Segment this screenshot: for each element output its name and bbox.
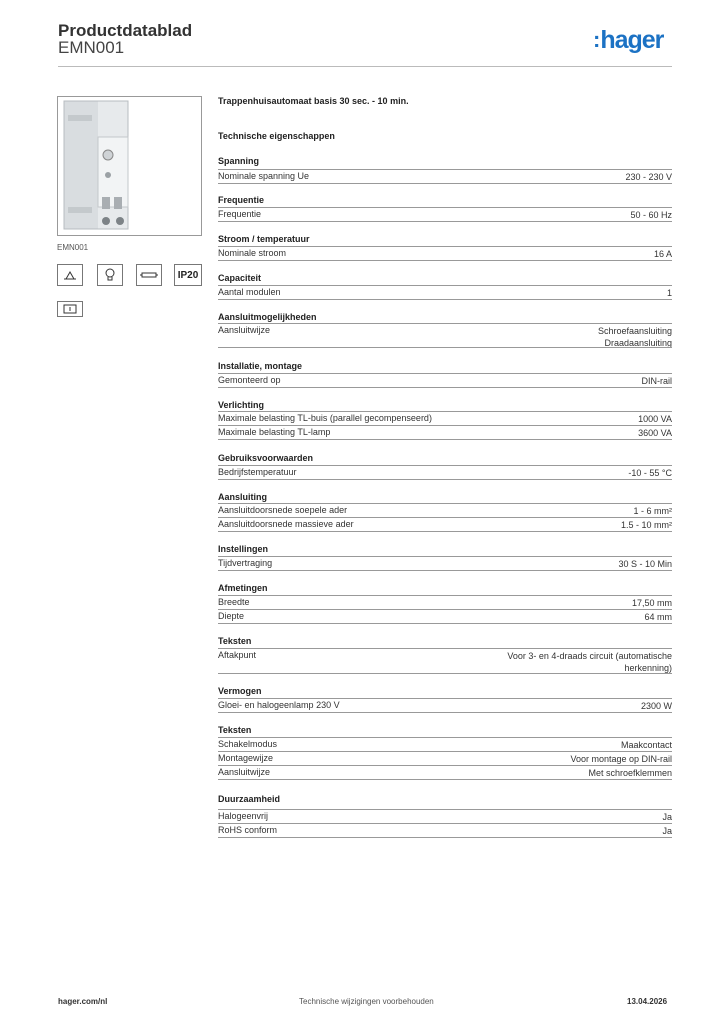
section-title: Afmetingen (218, 583, 268, 593)
spec-value: 1.5 - 10 mm² (620, 520, 672, 530)
spec-label: Tijdvertraging (218, 558, 273, 568)
spec-label: Aftakpunt (218, 650, 257, 660)
image-caption: EMN001 (57, 243, 89, 252)
row-divider (218, 387, 672, 388)
section-title: Teksten (218, 725, 252, 735)
section-title: Gebruiksvoorwaarden (218, 453, 314, 463)
spec-value: 64 mm (644, 612, 672, 622)
row-divider (218, 347, 672, 348)
spec-row (218, 411, 672, 426)
spec-label: Gemonteerd op (218, 375, 281, 385)
spec-label: Aantal modulen (218, 287, 281, 297)
spec-value: 230 - 230 V (625, 172, 672, 182)
section-title: Frequentie (218, 195, 265, 205)
section-title: Spanning (218, 156, 259, 166)
spec-label: Schakelmodus (218, 739, 278, 749)
product-code: EMN001 (58, 38, 125, 57)
row-divider (218, 479, 672, 480)
row-divider (218, 221, 672, 222)
spec-value-line-1: Schroefaansluiting (597, 326, 672, 336)
spec-value: 1 - 6 mm² (633, 506, 672, 516)
spec-value: Ja (662, 812, 672, 822)
row-divider (218, 299, 672, 300)
spec-label: Gloei- en halogeenlamp 230 V (218, 700, 340, 710)
spec-label: Maximale belasting TL-lamp (218, 427, 331, 437)
header-divider (58, 66, 672, 67)
spec-label: Frequentie (218, 209, 262, 219)
spec-value: Met schroefklemmen (588, 768, 672, 778)
spec-value: 1 (666, 288, 672, 298)
spec-label: Nominale spanning Ue (218, 171, 310, 181)
section-title: Aansluitmogelijkheden (218, 312, 317, 322)
spec-row (218, 207, 672, 222)
spec-row (218, 373, 672, 388)
spec-label: Breedte (218, 597, 250, 607)
spec-row (218, 698, 672, 713)
section-title: Teksten (218, 636, 252, 646)
row-divider (218, 439, 672, 440)
spec-value: 30 S - 10 Min (618, 559, 672, 569)
spec-label: Aansluitwijze (218, 325, 271, 335)
spec-row (218, 465, 672, 480)
footer-date: 13.04.2026 (627, 997, 668, 1006)
spec-label: Maximale belasting TL-buis (parallel gecompenseerd) (218, 413, 432, 423)
spec-row (218, 503, 672, 518)
spec-value-line-2: Draadaansluiting (604, 338, 672, 348)
spec-value: Ja (662, 826, 672, 836)
spec-value: Voor montage op DIN-rail (570, 754, 672, 764)
spec-row (218, 169, 672, 184)
row-divider (218, 779, 672, 780)
spec-label: Aansluitdoorsnede soepele ader (218, 505, 348, 515)
section-title: Aansluiting (218, 492, 267, 502)
logo-text: hager (600, 26, 664, 54)
spec-value-line-2: herkenning) (624, 663, 672, 673)
row-divider (218, 623, 672, 624)
spec-row (218, 285, 672, 300)
spec-value: 3600 VA (638, 428, 672, 438)
spec-value: -10 - 55 °C (628, 468, 672, 478)
document-title: Productdatablad (58, 21, 193, 40)
section-title: Installatie, montage (218, 361, 303, 371)
technical-properties-heading: Technische eigenschappen (218, 131, 335, 141)
spec-label: Bedrijfstemperatuur (218, 467, 297, 477)
hager-logo: :hager (593, 26, 664, 54)
spec-label: Nominale stroom (218, 248, 287, 258)
spec-row (218, 737, 672, 752)
section-title: Instellingen (218, 544, 269, 554)
switch-symbol-icon (57, 264, 83, 286)
spec-row (218, 809, 672, 824)
spec-value: 50 - 60 Hz (630, 210, 672, 220)
product-image (57, 96, 202, 236)
spec-row (218, 425, 672, 440)
spec-value: 16 A (653, 249, 672, 259)
spec-label: Montagewijze (218, 753, 274, 763)
spec-row (218, 595, 672, 610)
spec-row (218, 556, 672, 571)
section-title: Duurzaamheid (218, 794, 281, 804)
spec-row (218, 751, 672, 766)
spec-label: Diepte (218, 611, 245, 621)
row-divider (218, 531, 672, 532)
section-title: Capaciteit (218, 273, 262, 283)
row-divider (218, 712, 672, 713)
row-divider (218, 673, 672, 674)
spec-row (218, 765, 672, 780)
footer-disclaimer: Technische wijzigingen voorbehouden (299, 997, 434, 1006)
spec-row (218, 648, 672, 674)
spec-value: DIN-rail (641, 376, 672, 386)
spec-row (218, 323, 672, 348)
lamp-icon (97, 264, 123, 286)
spec-row (218, 517, 672, 532)
product-description: Trappenhuisautomaat basis 30 sec. - 10 min. (218, 96, 409, 106)
spec-value: Maakcontact (620, 740, 672, 750)
timer-symbol-icon (57, 301, 83, 317)
row-divider (218, 837, 672, 838)
spec-label: Halogeenvrij (218, 811, 269, 821)
row-divider (218, 183, 672, 184)
spec-label: RoHS conform (218, 825, 278, 835)
spec-value: 1000 VA (638, 414, 672, 424)
section-title: Vermogen (218, 686, 262, 696)
spec-value-line-1: Voor 3- en 4-draads circuit (automatische (507, 651, 672, 661)
section-title: Stroom / temperatuur (218, 234, 310, 244)
spec-row (218, 609, 672, 624)
spec-label: Aansluitwijze (218, 767, 271, 777)
footer-website-link[interactable]: hager.com/nl (58, 997, 108, 1006)
row-divider (218, 260, 672, 261)
spec-value: 2300 W (640, 701, 672, 711)
spec-value (598, 325, 672, 349)
ip20-badge: IP20 (174, 264, 202, 286)
spec-label: Aansluitdoorsnede massieve ader (218, 519, 354, 529)
spec-value (507, 650, 672, 674)
spec-row (218, 246, 672, 261)
tube-lamp-icon (136, 264, 162, 286)
row-divider (218, 570, 672, 571)
spec-value: 17,50 mm (631, 598, 672, 608)
spec-row (218, 823, 672, 838)
section-title: Verlichting (218, 400, 265, 410)
